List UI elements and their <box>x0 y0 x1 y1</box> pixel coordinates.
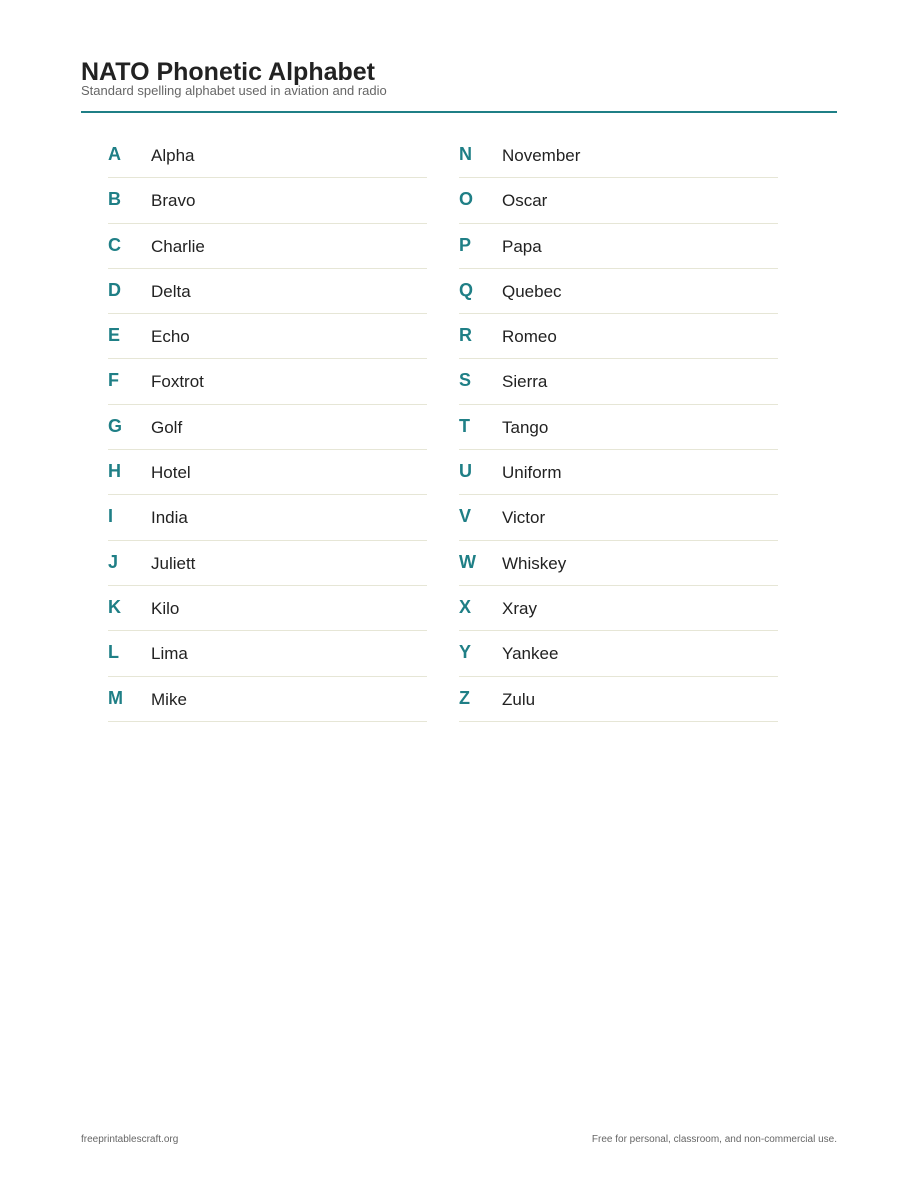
alphabet-row <box>459 133 778 178</box>
code-word: Oscar <box>502 191 548 211</box>
code-word: Kilo <box>151 598 180 618</box>
letter: M <box>108 687 123 708</box>
alphabet-row <box>459 405 778 450</box>
code-word: Delta <box>151 281 191 301</box>
code-word: India <box>151 508 188 528</box>
letter: E <box>108 325 121 346</box>
letter: K <box>108 596 121 617</box>
alphabet-row <box>108 495 427 540</box>
code-word: Hotel <box>151 463 191 483</box>
code-word: Lima <box>151 644 188 664</box>
footer-license: Free for personal, classroom, and non-commercial use. <box>591 1134 837 1145</box>
page-header <box>81 56 837 99</box>
alphabet-row <box>108 269 427 314</box>
alphabet-row <box>108 224 427 269</box>
letter: C <box>108 234 121 255</box>
letter: N <box>459 144 472 164</box>
alphabet-row <box>108 314 427 359</box>
code-word: Uniform <box>502 463 562 483</box>
letter: O <box>459 189 474 210</box>
alphabet-row <box>459 450 778 495</box>
alphabet-row <box>108 450 427 495</box>
letter: F <box>108 370 119 391</box>
letter: V <box>459 506 472 527</box>
letter: I <box>108 506 114 527</box>
code-word: Echo <box>151 327 190 347</box>
alphabet-row <box>459 224 778 269</box>
alphabet-row <box>459 314 778 359</box>
letter: A <box>108 144 121 164</box>
letter: X <box>459 596 472 617</box>
letter: J <box>108 551 119 572</box>
alphabet-row <box>108 541 427 586</box>
alphabet-row <box>459 586 778 631</box>
code-word: November <box>502 146 581 165</box>
code-word: Whiskey <box>502 553 567 573</box>
alphabet-row <box>459 359 778 404</box>
letter: Y <box>459 642 472 663</box>
alphabet-row <box>108 133 427 178</box>
letter: P <box>459 234 472 255</box>
letter: D <box>108 279 121 300</box>
code-word: Romeo <box>502 327 557 347</box>
letter: Q <box>459 279 474 300</box>
letter: U <box>459 461 472 482</box>
alphabet-row <box>108 631 427 676</box>
code-word: Mike <box>151 689 187 709</box>
alphabet-row <box>459 631 778 676</box>
letter: H <box>108 461 121 482</box>
code-word: Alpha <box>151 146 195 165</box>
alphabet-row <box>108 359 427 404</box>
letter: S <box>459 370 472 391</box>
code-word: Zulu <box>502 689 536 709</box>
code-word: Juliett <box>151 553 196 573</box>
alphabet-row <box>459 495 778 540</box>
letter: G <box>108 415 123 436</box>
code-word: Bravo <box>151 191 196 211</box>
page-subtitle: Standard spelling alphabet used in aviation and radio <box>81 83 387 98</box>
alphabet-column-left <box>108 133 427 722</box>
code-word: Yankee <box>502 644 559 664</box>
letter: R <box>459 325 472 346</box>
alphabet-row <box>108 586 427 631</box>
code-word: Xray <box>502 598 537 618</box>
code-word: Charlie <box>151 236 205 256</box>
alphabet-row <box>459 677 778 722</box>
letter: W <box>459 551 476 572</box>
code-word: Quebec <box>502 281 562 301</box>
alphabet-row <box>459 269 778 314</box>
footer-site: freeprintablescraft.org <box>81 1134 179 1145</box>
alphabet-column-right <box>459 133 778 722</box>
page-title: NATO Phonetic Alphabet <box>81 58 375 86</box>
letter: T <box>459 415 470 436</box>
alphabet-row <box>459 541 778 586</box>
code-word: Foxtrot <box>151 372 204 392</box>
header-divider <box>81 111 837 113</box>
alphabet-row <box>108 178 427 223</box>
code-word: Golf <box>151 417 183 437</box>
code-word: Papa <box>502 236 542 256</box>
letter: L <box>108 642 119 663</box>
code-word: Victor <box>502 508 546 528</box>
alphabet-row <box>108 405 427 450</box>
letter: Z <box>459 687 470 708</box>
alphabet-row <box>459 178 778 223</box>
alphabet-row <box>108 677 427 722</box>
letter: B <box>108 189 121 210</box>
code-word: Tango <box>502 417 549 437</box>
code-word: Sierra <box>502 372 548 392</box>
